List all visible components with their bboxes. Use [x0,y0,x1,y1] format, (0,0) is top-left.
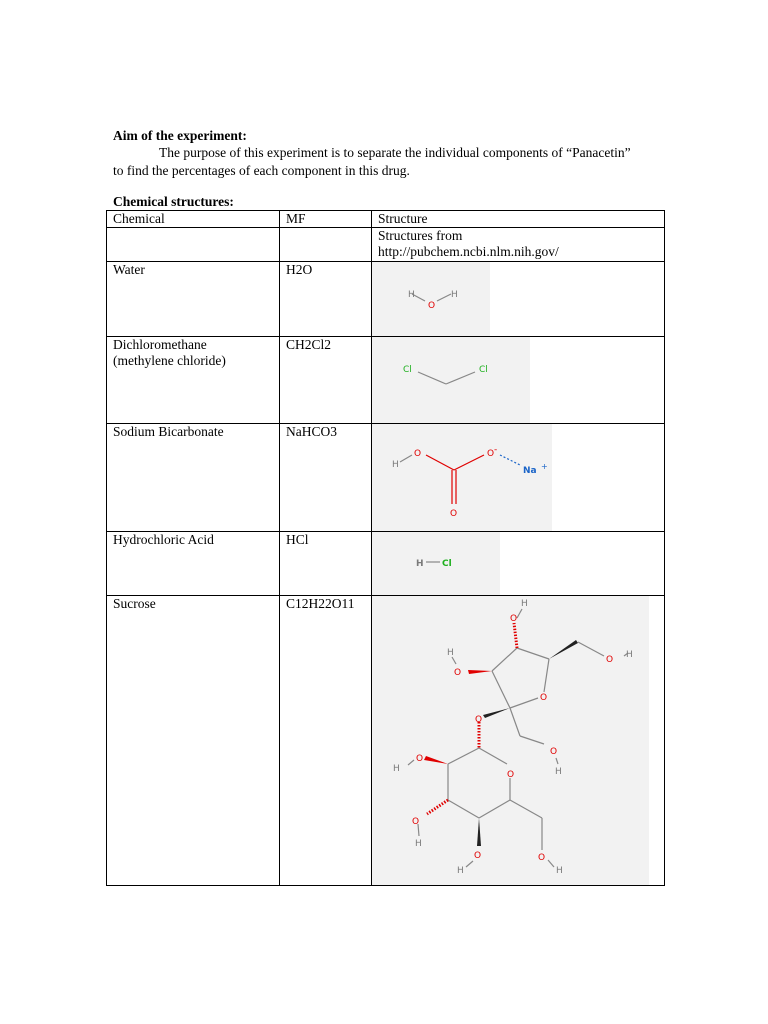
source-chemical-empty [107,228,280,262]
table-row [107,337,665,424]
oxygen-atom-label: O [474,851,482,861]
oxygen-atom-label: O [416,754,424,764]
chemical-mf: C12H22O11 [280,596,372,886]
hydrogen-atom-label: H [392,460,399,470]
bond [400,455,412,462]
hydrogen-atom-label: H [626,650,633,660]
chemical-mf: CH2Cl2 [280,337,372,424]
table-header-row [107,211,665,228]
hydrogen-atom-label: H [457,866,464,876]
oxygen-atom-label: O [428,301,436,311]
bond [548,860,554,867]
wedge-bond [477,818,481,846]
bond [454,455,484,470]
table-row [107,532,665,596]
source-url: http://pubchem.ncbi.nlm.nih.gov/ [378,244,559,259]
chemical-structures-table [106,210,665,886]
structure-dichloromethane [372,337,665,424]
wedge-bond [483,708,510,718]
negative-charge-label: - [494,445,498,455]
bond [514,623,517,648]
bond [544,659,549,692]
bond [517,609,522,618]
wedge-bond [468,670,492,674]
oxygen-atom-label: O [538,853,546,863]
structure-sodium-bicarbonate [372,424,665,532]
aim-text: The purpose of this experiment is to separate the individual components of “Panacetin” to find the percentages of each component in this drug. [113,145,631,178]
table-source-row [107,228,665,262]
chlorine-atom-label: Cl [479,365,488,375]
chemical-name-line-2: (methylene chloride) [113,353,226,368]
bond [479,748,507,764]
bond [492,648,517,671]
chemical-name: Sodium Bicarbonate [107,424,280,532]
source-line-1: Structures from [378,228,463,243]
bond [408,760,414,765]
hydrogen-atom-label: H [447,648,454,658]
bond [510,698,538,708]
bond [437,294,451,301]
sodium-atom-label: Na [523,466,537,476]
bond [426,455,454,470]
bond [466,861,473,867]
chemical-structures-heading: Chemical structures: [113,194,234,209]
oxygen-atom-label: O [414,449,422,459]
hydrogen-atom-label: H [556,866,563,876]
hydrogen-atom-label: H [393,764,400,774]
header-chemical: Chemical [107,211,280,228]
table-row [107,424,665,532]
water-molecule-diagram [372,262,572,336]
hydrogen-atom-label: H [555,767,562,777]
source-note [372,228,665,262]
oxygen-atom-label: O [412,817,420,827]
chlorine-atom-label: Cl [403,365,412,375]
wedge-bond [549,640,578,659]
chemical-name: Water [107,262,280,337]
oxygen-atom-label: O [450,509,458,519]
hydrogen-atom-label: H [416,559,424,569]
sodium-bicarbonate-molecule-diagram [372,424,572,531]
oxygen-atom-label: O [606,655,614,665]
header-mf: MF [280,211,372,228]
table-row [107,262,665,337]
chemical-mf: NaHCO3 [280,424,372,532]
bond [510,708,520,736]
oxygen-atom-label: O [487,449,495,459]
structure-hydrochloric-acid [372,532,665,596]
sucrose-molecule-diagram [372,596,664,885]
hydrogen-atom-label: H [408,290,415,300]
chemical-mf: HCl [280,532,372,596]
hydrochloric-acid-molecule-diagram [372,532,572,595]
bond [448,800,479,818]
chemical-name-line-1: Dichloromethane [113,337,207,352]
bond [448,748,479,764]
chemical-mf: H2O [280,262,372,337]
chlorine-atom-label: Cl [442,559,452,569]
bond [556,758,558,764]
ionic-bond [500,455,520,465]
bond [446,372,475,384]
chemical-name: Hydrochloric Acid [107,532,280,596]
wedge-bond [424,756,448,764]
bond [479,800,510,818]
bond [427,800,448,814]
glycosidic-oxygen-atom-label: O [475,715,483,725]
bond [452,657,456,664]
ring-oxygen-atom-label: O [507,770,515,780]
hydrogen-atom-label: H [415,839,422,849]
chemical-name: Sucrose [107,596,280,886]
bond [418,372,446,384]
structure-water [372,262,665,337]
oxygen-atom-label: O [454,668,462,678]
positive-charge-label: + [541,462,548,471]
oxygen-atom-label: O [510,614,518,624]
header-structure: Structure [372,211,665,228]
source-mf-empty [280,228,372,262]
hydrogen-atom-label: H [451,290,458,300]
oxygen-atom-label: O [550,747,558,757]
aim-heading: Aim of the experiment: [113,128,247,143]
bond [517,648,549,659]
structure-sucrose [372,596,665,886]
ring-oxygen-atom-label: O [540,693,548,703]
hydrogen-atom-label: H [521,599,528,609]
bond [492,671,510,708]
chemical-name [107,337,280,424]
bond [578,642,604,656]
bond [510,800,542,818]
dichloromethane-molecule-diagram [372,337,572,423]
table-row [107,596,665,886]
bond [520,736,544,744]
